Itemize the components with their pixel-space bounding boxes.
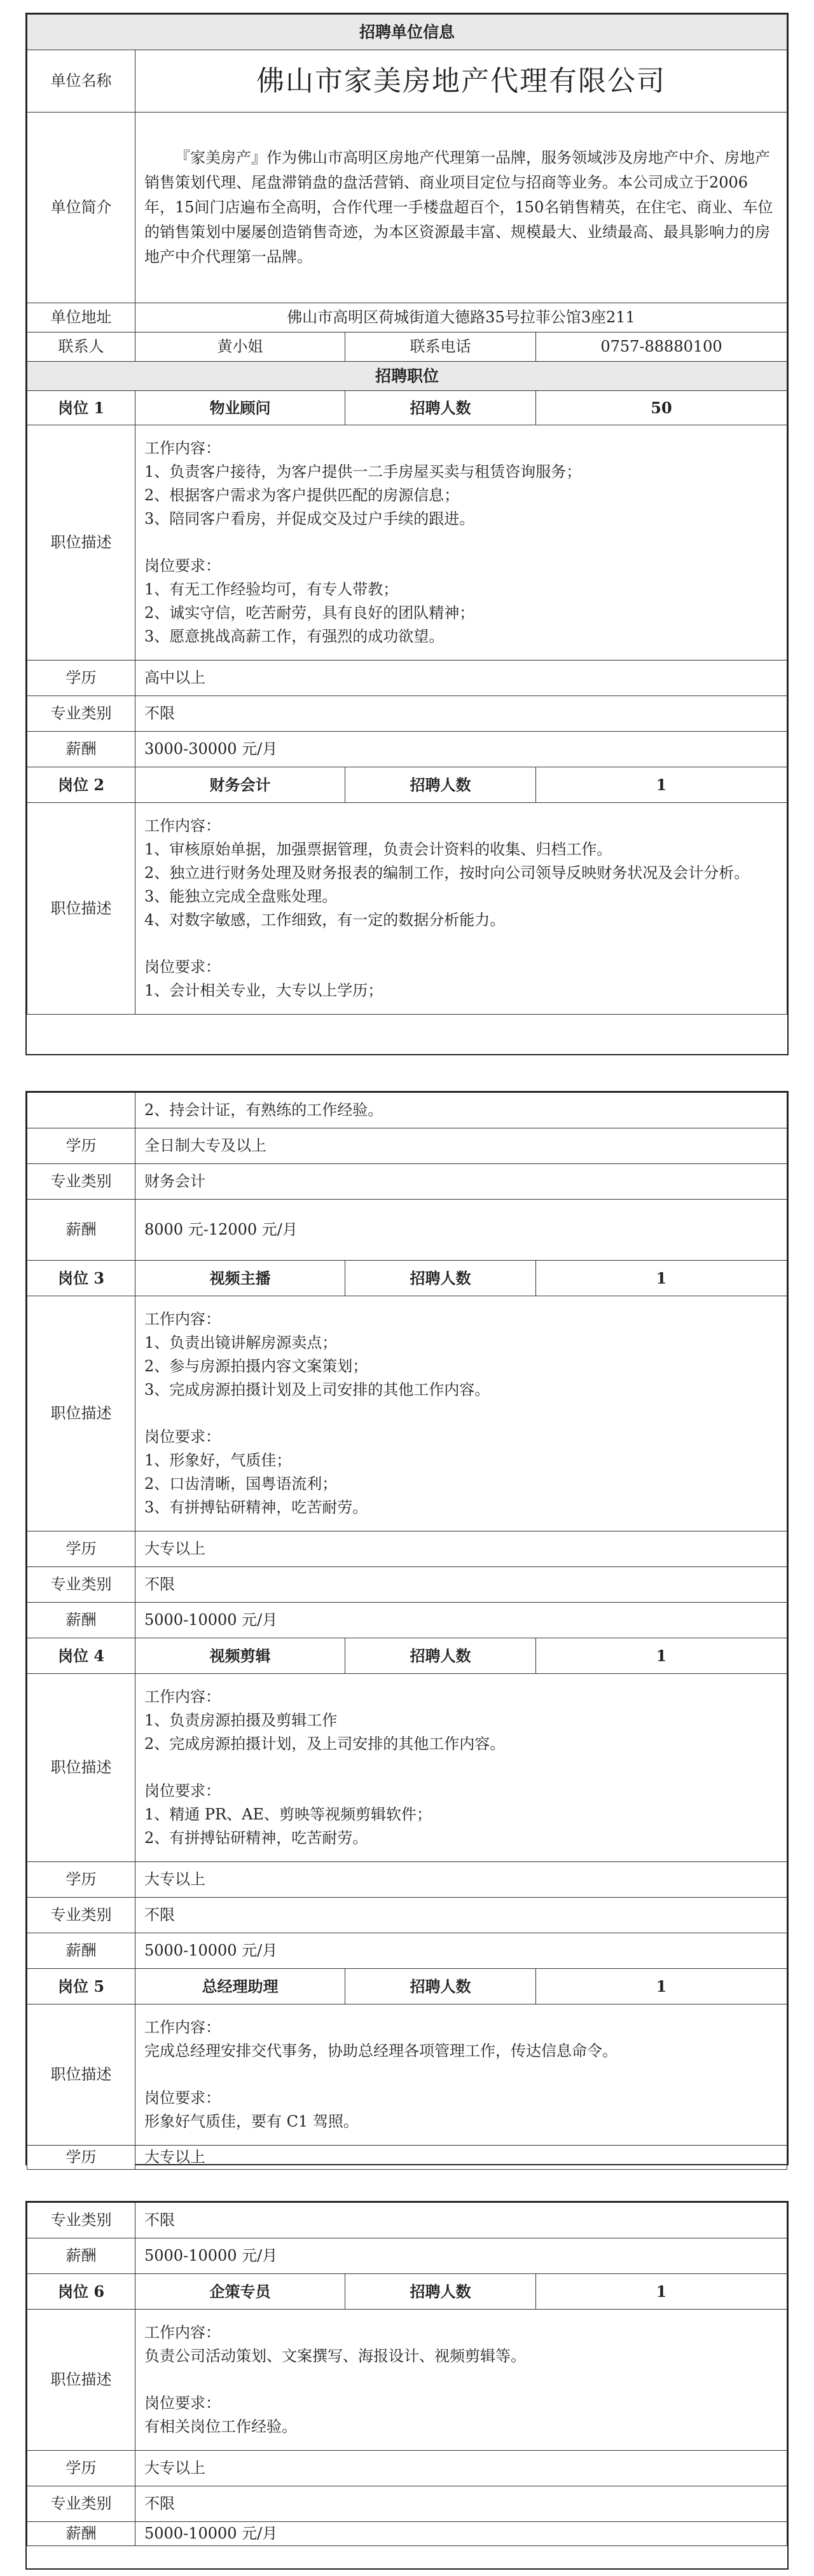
position-label: 岗位 4: [27, 1638, 135, 1674]
position-label: 岗位 3: [27, 1261, 135, 1296]
salary-label: 薪酬: [27, 1200, 135, 1261]
desc-label: 职位描述: [27, 1674, 135, 1862]
desc-label: 职位描述: [27, 2310, 135, 2451]
edu-label: 学历: [27, 1128, 135, 1164]
section-title: 招聘单位信息: [27, 15, 787, 50]
contact-label: 联系人: [27, 332, 135, 362]
desc-label: 职位描述: [27, 2004, 135, 2146]
position-title: 总经理助理: [135, 1969, 345, 2004]
salary-label: 薪酬: [27, 1933, 135, 1969]
company-name-label: 单位名称: [27, 50, 135, 113]
edu-value: 高中以上: [135, 661, 787, 696]
page-1: [25, 13, 789, 1055]
headcount-label: 招聘人数: [345, 391, 536, 425]
salary-label: 薪酬: [27, 1603, 135, 1638]
position-description-continued: 2、持会计证，有熟练的工作经验。: [135, 1093, 787, 1128]
headcount-value: 1: [536, 1969, 787, 2004]
headcount-label: 招聘人数: [345, 2274, 536, 2310]
major-label: 专业类别: [27, 2486, 135, 2522]
edu-label: 学历: [27, 1531, 135, 1567]
headcount-value: 1: [536, 2274, 787, 2310]
page-3: [25, 2201, 789, 2570]
headcount-label: 招聘人数: [345, 767, 536, 803]
position-description: 工作内容： 1、负责房源拍摄及剪辑工作 2、完成房源拍摄计划，及上司安排的其他工作内容。 岗位要求： 1、精通 PR、AE、剪映等视频剪辑软件； 2、有拼搏钻研精神，吃苦耐劳。: [135, 1674, 787, 1862]
edu-label: 学历: [27, 2451, 135, 2486]
major-label: 专业类别: [27, 2203, 135, 2238]
edu-value: 大专以上: [135, 1862, 787, 1898]
desc-label: 职位描述: [27, 803, 135, 1015]
desc-label: 职位描述: [27, 425, 135, 661]
salary-value: 3000-30000 元/月: [135, 732, 787, 767]
major-value: 不限: [135, 2486, 787, 2522]
address-label: 单位地址: [27, 303, 135, 332]
company-table: [27, 14, 787, 1015]
edu-label: 学历: [27, 1862, 135, 1898]
major-label: 专业类别: [27, 1164, 135, 1200]
salary-value: 5000-10000 元/月: [135, 1603, 787, 1638]
position-description: 工作内容： 1、审核原始单据，加强票据管理，负责会计资料的收集、归档工作。 2、独立进行财务处理及财务报表的编制工作，按时向公司领导反映财务状况及会计分析。 3、能独立完成全盘账处理。 4、对数字敏感，工作细致，有一定的数据分析能力。 岗位要求： 1、会计相关专业，大专以上学历；: [135, 803, 787, 1015]
major-value: 不限: [135, 2203, 787, 2238]
contact-name: 黄小姐: [135, 332, 345, 362]
headcount-value: 1: [536, 1638, 787, 1674]
positions-table-2: [27, 1092, 787, 2170]
headcount-value: 1: [536, 1261, 787, 1296]
position-label: 岗位 6: [27, 2274, 135, 2310]
major-value: 财务会计: [135, 1164, 787, 1200]
position-title: 视频剪辑: [135, 1638, 345, 1674]
contact-phone: 0757-88880100: [536, 332, 787, 362]
major-label: 专业类别: [27, 1567, 135, 1603]
position-title: 视频主播: [135, 1261, 345, 1296]
major-value: 不限: [135, 1567, 787, 1603]
major-value: 不限: [135, 696, 787, 732]
headcount-label: 招聘人数: [345, 1261, 536, 1296]
edu-value: 全日制大专及以上: [135, 1128, 787, 1164]
salary-label: 薪酬: [27, 2522, 135, 2546]
positions-title: 招聘职位: [27, 362, 787, 391]
position-label: 岗位 2: [27, 767, 135, 803]
headcount-label: 招聘人数: [345, 1969, 536, 2004]
headcount-value: 50: [536, 391, 787, 425]
edu-value: 大专以上: [135, 1531, 787, 1567]
major-value: 不限: [135, 1898, 787, 1933]
position-description: 工作内容： 1、负责出镜讲解房源卖点； 2、参与房源拍摄内容文案策划； 3、完成房源拍摄计划及上司安排的其他工作内容。 岗位要求： 1、形象好，气质佳； 2、口齿清晰，国粤语流利； 3、有拼搏钻研精神，吃苦耐劳。: [135, 1296, 787, 1531]
page-2: [25, 1091, 789, 2165]
salary-value: 5000-10000 元/月: [135, 2522, 787, 2546]
salary-value: 5000-10000 元/月: [135, 2238, 787, 2274]
salary-value: 8000 元-12000 元/月: [135, 1200, 787, 1261]
position-title: 财务会计: [135, 767, 345, 803]
edu-label: 学历: [27, 2146, 135, 2170]
edu-value: 大专以上: [135, 2451, 787, 2486]
phone-label: 联系电话: [345, 332, 536, 362]
company-name: 佛山市家美房地产代理有限公司: [135, 50, 787, 113]
position-description: 工作内容： 完成总经理安排交代事务，协助总经理各项管理工作，传达信息命令。 岗位要求： 形象好气质佳，要有 C1 驾照。: [135, 2004, 787, 2146]
position-description: 工作内容： 负责公司活动策划、文案撰写、海报设计、视频剪辑等。 岗位要求： 有相关岗位工作经验。: [135, 2310, 787, 2451]
positions-table-3: [27, 2202, 787, 2546]
salary-value: 5000-10000 元/月: [135, 1933, 787, 1969]
position-label: 岗位 5: [27, 1969, 135, 2004]
edu-label: 学历: [27, 661, 135, 696]
edu-value: 大专以上: [135, 2146, 787, 2170]
company-intro-label: 单位简介: [27, 113, 135, 303]
position-description: 工作内容： 1、负责客户接待，为客户提供一二手房屋买卖与租赁咨询服务； 2、根据客户需求为客户提供匹配的房源信息； 3、陪同客户看房，并促成交及过户手续的跟进。 岗位要求： 1、有无工作经验均可，有专人带教； 2、诚实守信，吃苦耐劳，具有良好的团队精神； 3、愿意挑战高薪工作，有强烈的成功欲望。: [135, 425, 787, 661]
position-title: 物业顾问: [135, 391, 345, 425]
salary-label: 薪酬: [27, 732, 135, 767]
major-label: 专业类别: [27, 696, 135, 732]
major-label: 专业类别: [27, 1898, 135, 1933]
company-intro: 『家美房产』作为佛山市高明区房地产代理第一品牌，服务领域涉及房地产中介、房地产销售策划代理、尾盘滞销盘的盘活营销、商业项目定位与招商等业务。本公司成立于2006年，15间门店遍布全高明，合作代理一手楼盘超百个，150名销售精英，在住宅、商业、车位的销售策划中屡屡创造销售奇迹，为本区资源最丰富、规模最大、业绩最高、最具影响力的房地产中介代理第一品牌。: [135, 113, 787, 303]
company-address: 佛山市高明区荷城街道大德路35号拉菲公馆3座211: [135, 303, 787, 332]
desc-label: 职位描述: [27, 1296, 135, 1531]
headcount-label: 招聘人数: [345, 1638, 536, 1674]
position-title: 企策专员: [135, 2274, 345, 2310]
salary-label: 薪酬: [27, 2238, 135, 2274]
headcount-value: 1: [536, 767, 787, 803]
position-label: 岗位 1: [27, 391, 135, 425]
